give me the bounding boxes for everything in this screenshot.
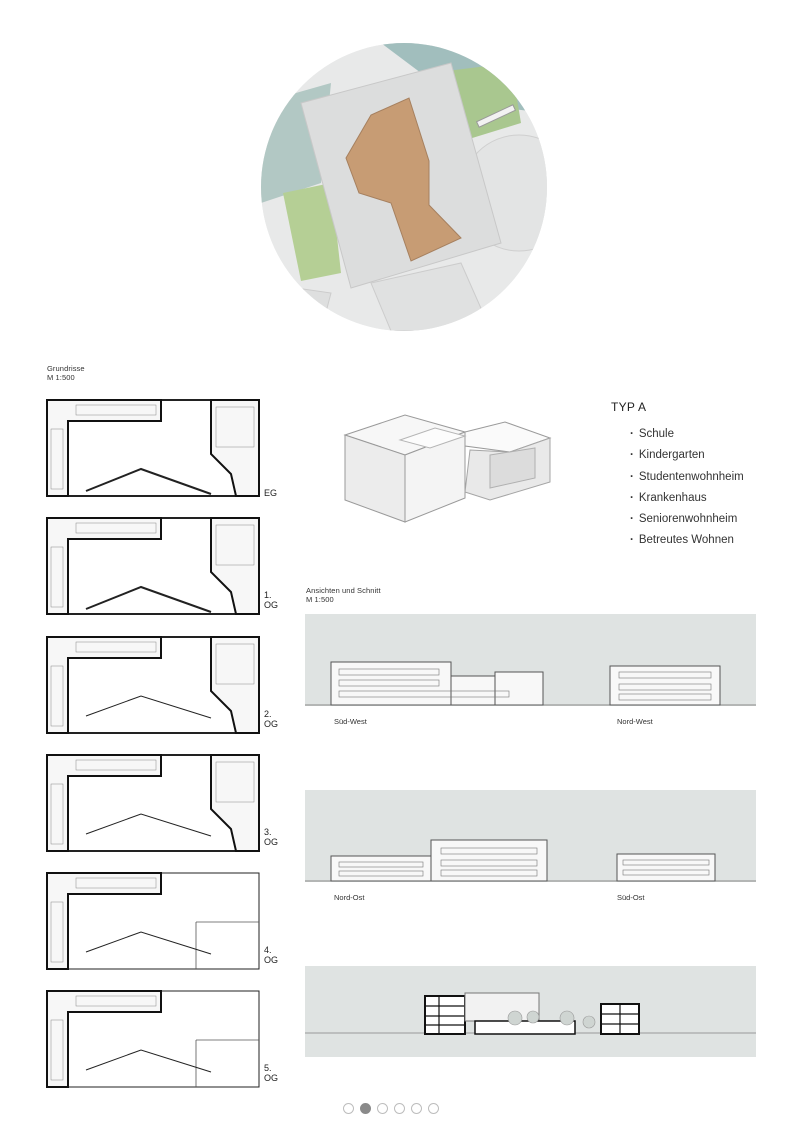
typ-use-item: · Studentenwohnheim: [630, 467, 744, 488]
elevation-strip-sw-nw: [305, 614, 756, 711]
elevation-label-sw: Süd-West: [334, 717, 367, 726]
floor-plan: [46, 399, 261, 502]
pagination-dot[interactable]: [343, 1103, 354, 1114]
elevations-heading: [306, 586, 381, 604]
floor-plan: [46, 517, 261, 620]
floor-label: 3. OG: [264, 827, 279, 847]
floor-plan: [46, 872, 261, 975]
typ-use-item: · Krankenhaus: [630, 488, 744, 509]
floor-plan: [46, 990, 261, 1093]
pagination-dot[interactable]: [394, 1103, 405, 1114]
floor-label: 1. OG: [264, 590, 279, 610]
plans-heading: [47, 364, 85, 382]
site-plan-image: [261, 43, 547, 331]
elevation-label-no: Nord-Ost: [334, 893, 365, 902]
typ-use-item: · Kindergarten: [630, 445, 744, 466]
axonometric-drawing: [340, 410, 570, 540]
typ-title: TYP A: [611, 400, 647, 414]
plans-scale: M 1:500: [47, 373, 75, 382]
pagination-dot[interactable]: [428, 1103, 439, 1114]
elevation-label-nw: Nord-West: [617, 717, 653, 726]
typ-use-item: · Betreutes Wohnen: [630, 530, 744, 551]
pagination-dots: [343, 1103, 439, 1114]
section-strip: [305, 966, 756, 1062]
elevations-title: Ansichten und Schnitt: [306, 586, 381, 595]
plans-title: Grundrisse: [47, 364, 85, 373]
floor-label: 4. OG: [264, 945, 279, 965]
elevation-strip-no-so: [305, 790, 756, 887]
floor-plan: [46, 636, 261, 739]
pagination-dot[interactable]: [377, 1103, 388, 1114]
typ-use-list: [630, 424, 744, 552]
elevation-label-so: Süd-Ost: [617, 893, 645, 902]
floor-plan: [46, 754, 261, 857]
floor-label: EG: [264, 488, 278, 498]
pagination-dot[interactable]: [360, 1103, 371, 1114]
typ-use-item: · Seniorenwohnheim: [630, 509, 744, 530]
elevations-scale: M 1:500: [306, 595, 334, 604]
floor-label: 2. OG: [264, 709, 279, 729]
floor-label: 5. OG: [264, 1063, 279, 1083]
pagination-dot[interactable]: [411, 1103, 422, 1114]
typ-use-item: · Schule: [630, 424, 744, 445]
